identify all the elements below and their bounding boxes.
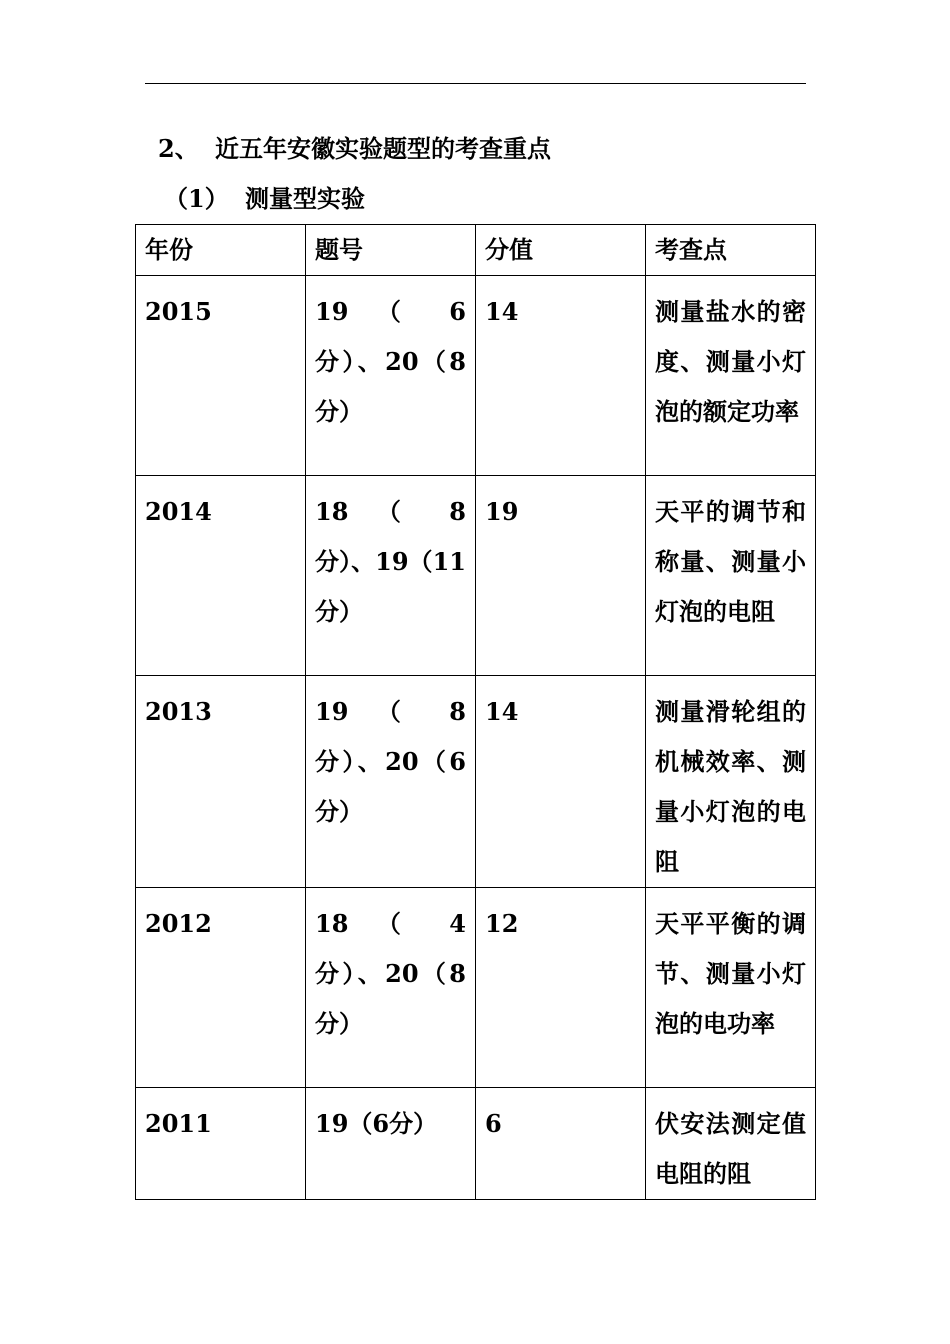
cell-year: 2011 [136, 1088, 306, 1200]
cell-question: 19 （ 6 分）、20（8 分） [306, 276, 476, 476]
cell-points: 测量盐水的密度、测量小灯泡的额定功率 [646, 276, 816, 476]
table-header-row [136, 225, 816, 276]
cell-question: 18 （ 4 分）、20（8 分） [306, 888, 476, 1088]
cell-score: 14 [476, 676, 646, 888]
cell-score: 6 [476, 1088, 646, 1200]
cell-year: 2013 [136, 676, 306, 888]
table-row [136, 888, 816, 1088]
section-number: 2、 [158, 134, 199, 163]
top-rule [145, 83, 806, 84]
table-row [136, 476, 816, 676]
cell-points: 测量滑轮组的机械效率、测量小灯泡的电阻 [646, 676, 816, 888]
cell-year: 2014 [136, 476, 306, 676]
table-row [136, 276, 816, 476]
table-row [136, 676, 816, 888]
cell-score: 19 [476, 476, 646, 676]
cell-points: 天平的调节和称量、测量小灯泡的电阻 [646, 476, 816, 676]
cell-year: 2012 [136, 888, 306, 1088]
header-points: 考查点 [646, 225, 816, 276]
subsection-title: 测量型实验 [245, 184, 365, 213]
cell-year: 2015 [136, 276, 306, 476]
experiment-table [135, 224, 816, 1200]
cell-points: 天平平衡的调节、测量小灯泡的电功率 [646, 888, 816, 1088]
cell-question: 18 （ 8 分）、19（11 分） [306, 476, 476, 676]
table-row [136, 1088, 816, 1200]
section-title: 近五年安徽实验题型的考查重点 [215, 134, 551, 163]
cell-question: 19 （ 8 分）、20（6 分） [306, 676, 476, 888]
header-year: 年份 [136, 225, 306, 276]
cell-score: 12 [476, 888, 646, 1088]
header-question: 题号 [306, 225, 476, 276]
cell-points: 伏安法测定值电阻的阻 [646, 1088, 816, 1200]
cell-question: 19（6分） [306, 1088, 476, 1200]
cell-score: 14 [476, 276, 646, 476]
subsection-number: （1） [164, 184, 229, 213]
header-score: 分值 [476, 225, 646, 276]
